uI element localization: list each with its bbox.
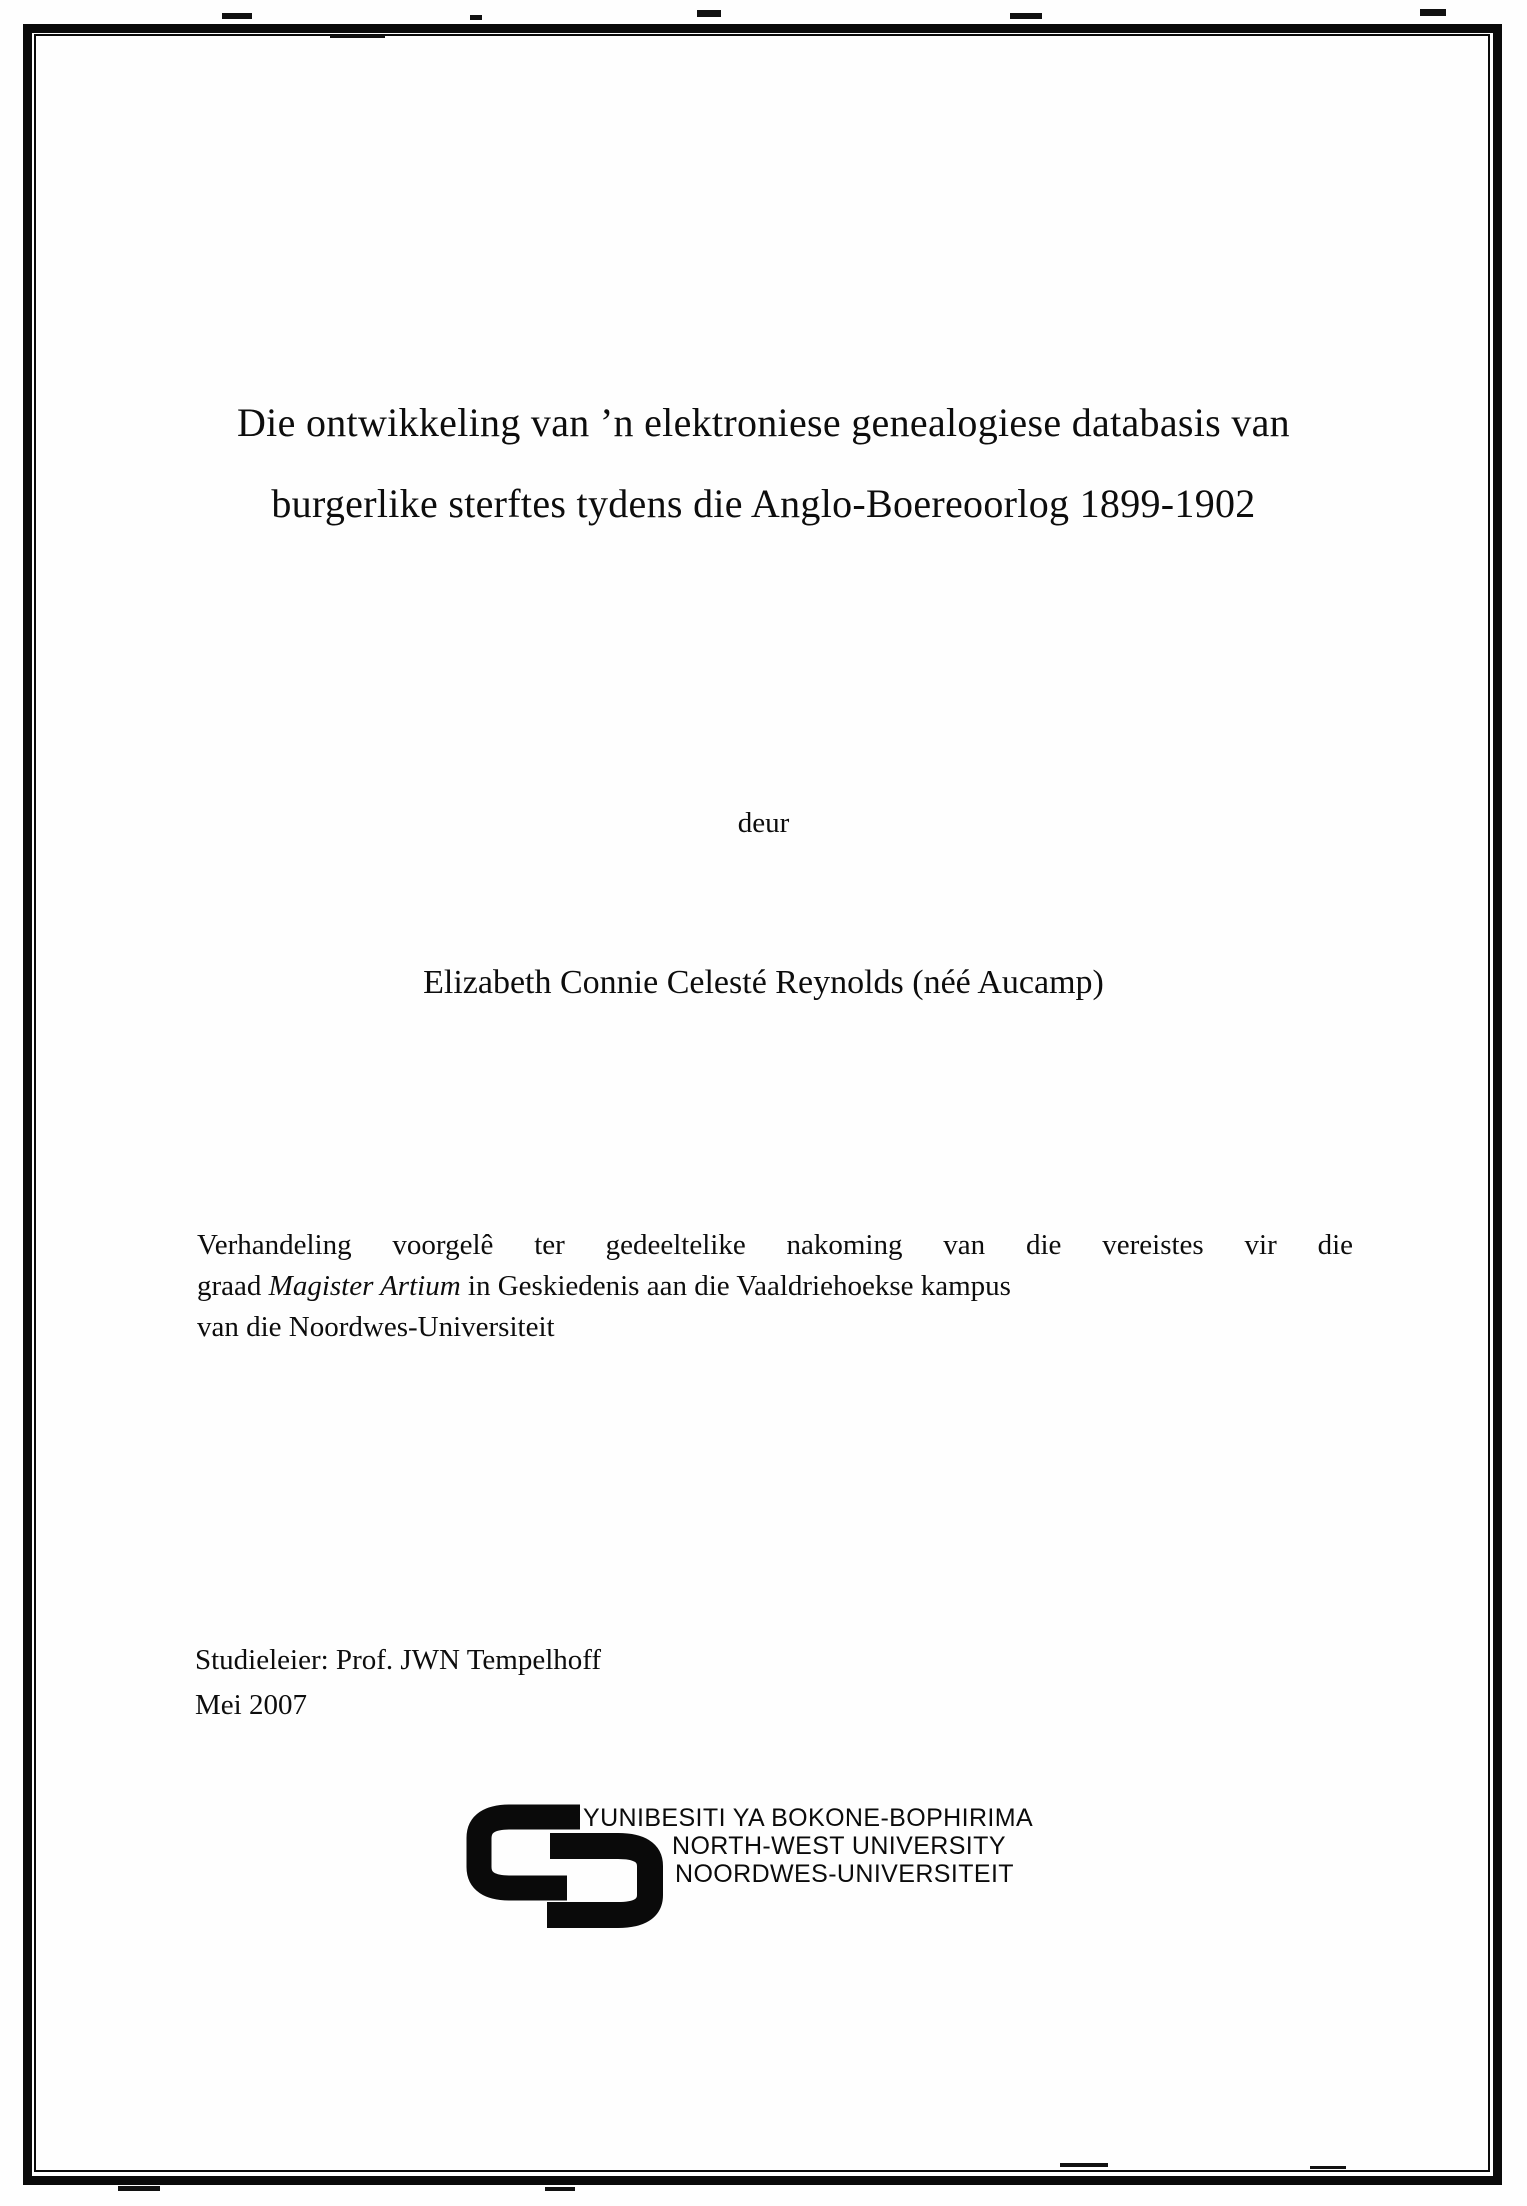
scan-artifact [222, 13, 252, 19]
submission-statement [197, 1225, 1353, 1348]
logo-line-setswana: YUNIBESITI YA BOKONE-BOPHIRIMA [583, 1804, 1034, 1832]
submission-line-3: van die Noordwes-Universiteit [197, 1311, 555, 1343]
byline-label: deur [737, 807, 790, 839]
scan-artifact [470, 15, 482, 20]
logo-line-english: NORTH-WEST UNIVERSITY [672, 1832, 1006, 1860]
date-line: Mei 2007 [195, 1689, 307, 1721]
supervisor-block [195, 1638, 1095, 1728]
submission-line-2-prefix: graad [197, 1270, 269, 1302]
degree-name: Magister Artium [268, 1270, 461, 1302]
scan-artifact [118, 2186, 160, 2191]
scan-artifact [330, 35, 385, 38]
submission-line-2 [197, 1266, 1353, 1307]
submission-line-1: Verhandeling voorgelê ter gedeeltelike nakoming van die vereistes vir die [197, 1229, 1353, 1261]
scan-artifact [1010, 13, 1042, 19]
scan-artifact [1420, 9, 1446, 16]
page-title-line-2: burgerlike sterftes tydens die Anglo-Boereoorlog 1899-1902 [271, 481, 1256, 526]
scan-artifact [1060, 2163, 1108, 2167]
scan-artifact [697, 10, 721, 17]
submission-line-2-suffix: in Geskiedenis aan die Vaaldriehoekse kampus [460, 1270, 1011, 1302]
scan-artifact [1310, 2166, 1346, 2169]
page-title-line-1: Die ontwikkeling van ’n elektroniese genealogiese databasis van [236, 400, 1290, 445]
page-title [40, 382, 1487, 544]
scan-artifact [545, 2187, 575, 2191]
university-logo [466, 1801, 1086, 1936]
logo-line-afrikaans: NOORDWES-UNIVERSITEIT [675, 1860, 1014, 1888]
supervisor-line: Studieleier: Prof. JWN Tempelhoff [195, 1644, 602, 1676]
author-name: Elizabeth Connie Celesté Reynolds (néé Aucamp) [423, 964, 1104, 1001]
